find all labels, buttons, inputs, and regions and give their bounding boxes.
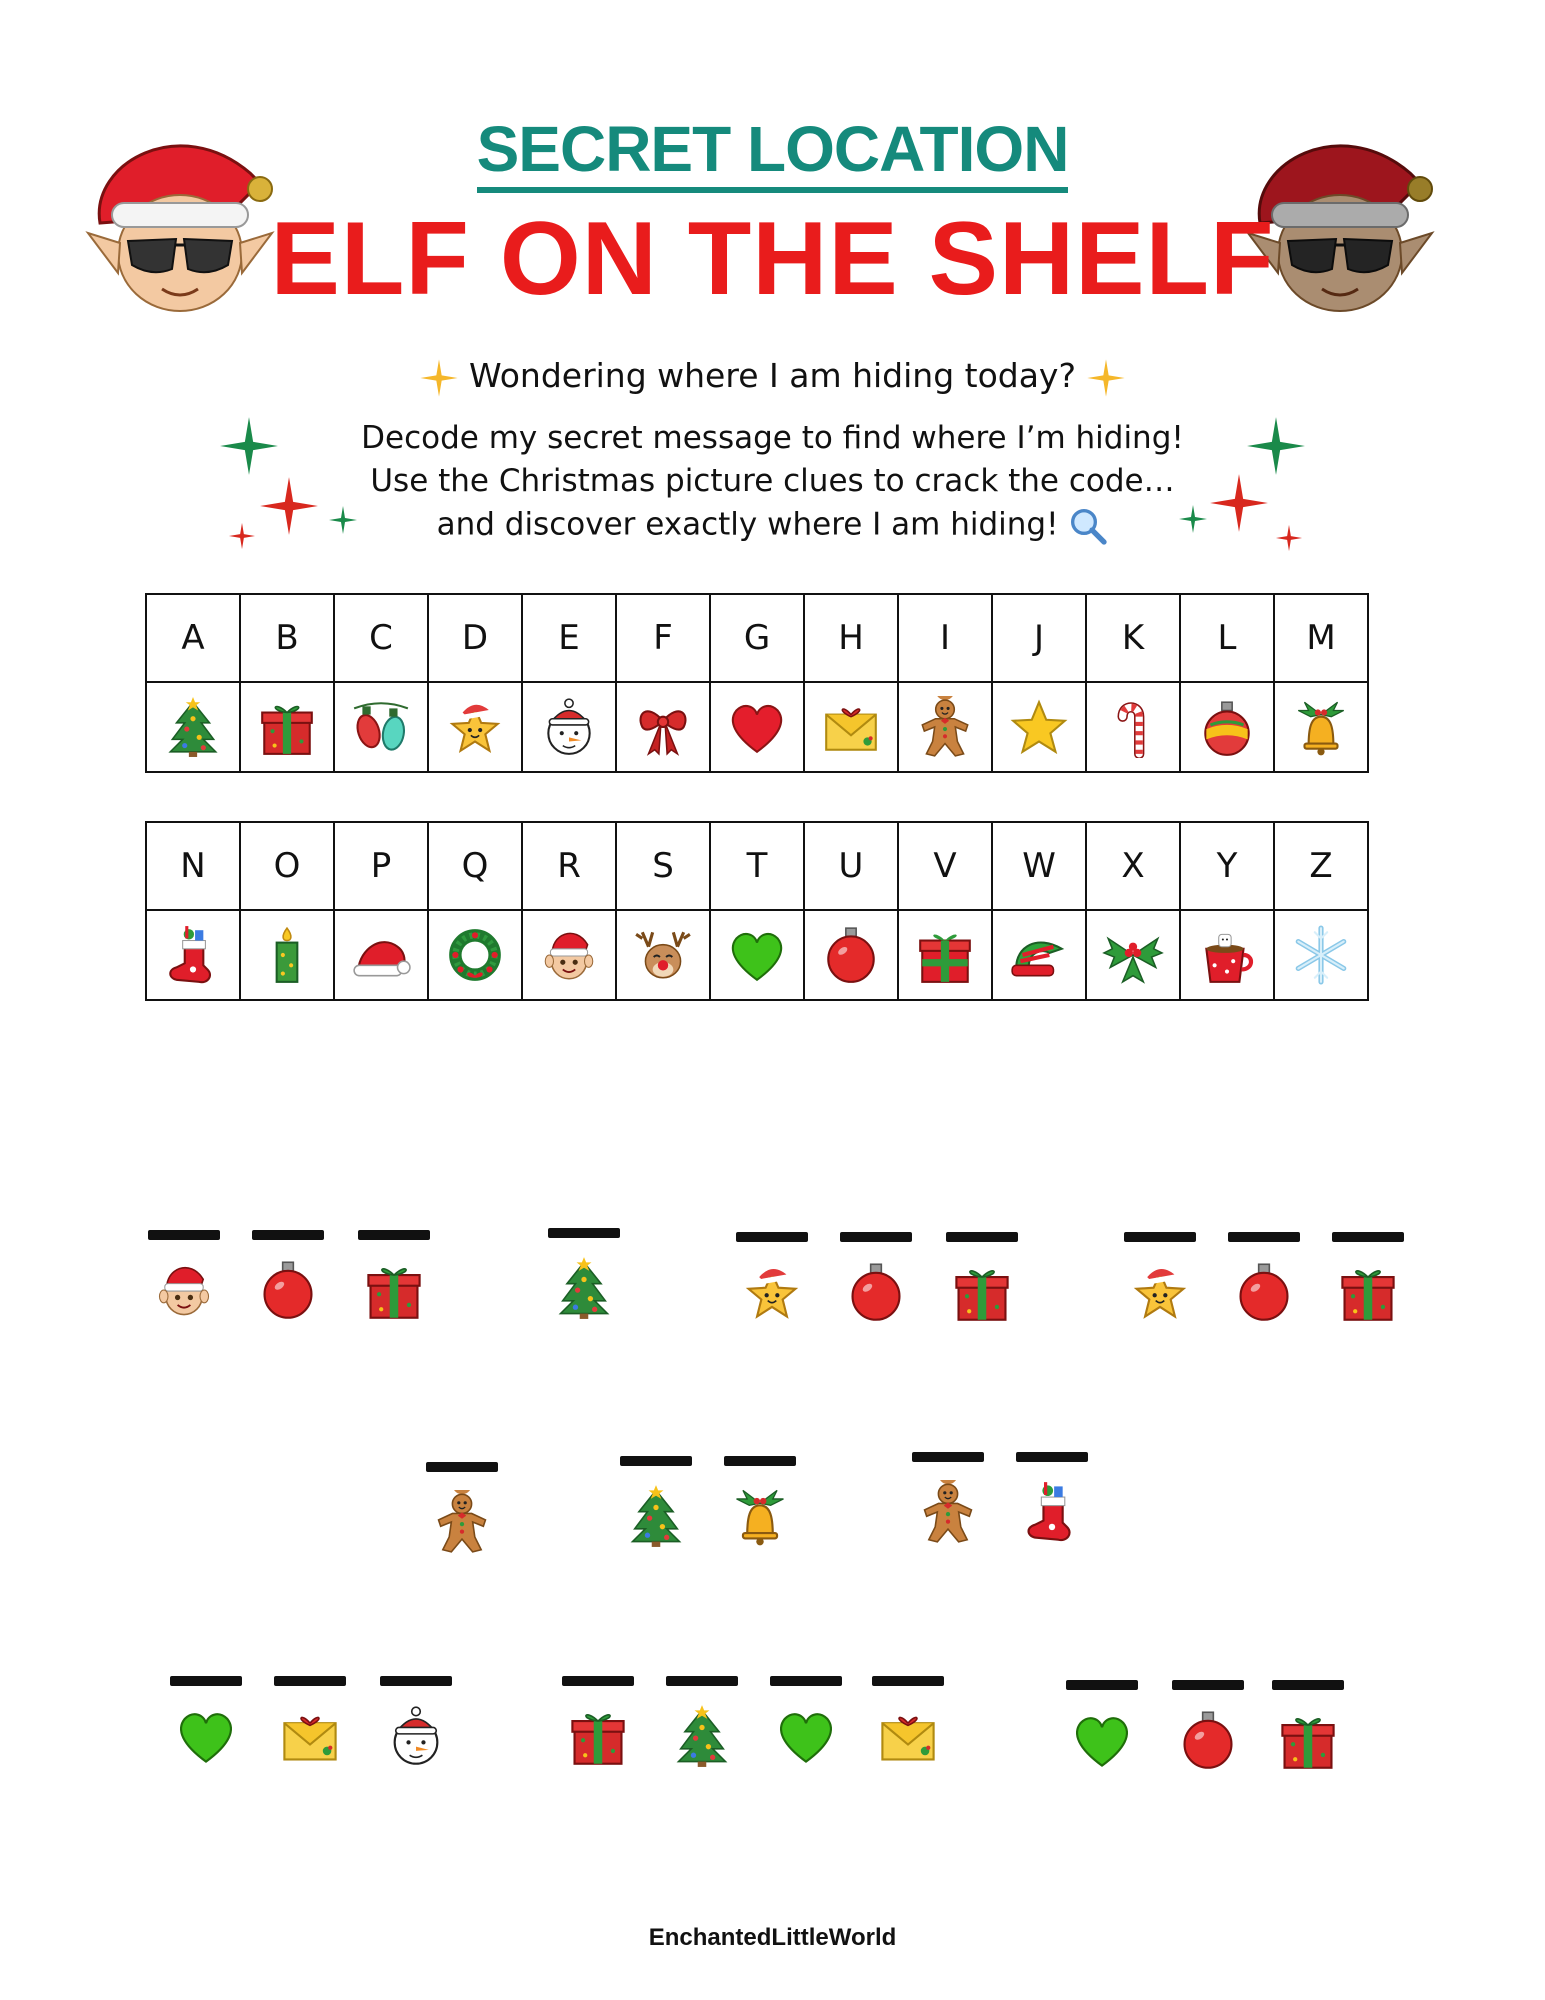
key-letter-u: U [804,822,898,910]
key-icon-cell [804,910,898,1000]
key-letter-w: W [992,822,1086,910]
key-icon-cell [334,682,428,772]
green-gift-icon [914,924,976,986]
key-letter-c: C [334,594,428,682]
envelope-icon [820,696,882,758]
snowman-icon [538,696,600,758]
tree-icon [162,696,224,758]
bell-icon [1290,696,1352,758]
cocoa-icon [1196,924,1258,986]
intro-line-1: Decode my secret message to find where I’m hiding! [361,420,1184,456]
answer-slot[interactable] [274,1676,346,1768]
sparkle-green-icon [328,505,358,535]
key-icon-cell [334,910,428,1000]
answer-slot[interactable] [724,1456,796,1548]
sparkle-red-icon [258,475,320,537]
star-icon [1008,696,1070,758]
elf-face-icon [152,1258,216,1322]
key-letter-o: O [240,822,334,910]
santa-hat-icon [350,924,412,986]
green-heart-icon [1070,1708,1134,1772]
answer-slot[interactable] [620,1456,692,1548]
key-icon-cell [616,910,710,1000]
answer-blank-line[interactable] [1066,1680,1138,1690]
sparkle-red-icon [228,522,256,550]
key-letter-f: F [616,594,710,682]
tree-icon [624,1484,688,1548]
heart-icon [726,696,788,758]
key-icon-cell [1086,910,1180,1000]
elf-face-icon [538,924,600,986]
key-letter-n: N [146,822,240,910]
key-icons-row [146,682,1368,772]
key-letter-z: Z [1274,822,1368,910]
answer-blank-line[interactable] [1016,1452,1088,1462]
key-icon-cell [522,910,616,1000]
answer-blank-line[interactable] [148,1230,220,1240]
snowman-icon [384,1704,448,1768]
gingerbread-icon [430,1490,494,1554]
tree-icon [552,1256,616,1320]
answer-blank-line[interactable] [620,1456,692,1466]
answer-blank-line[interactable] [358,1230,430,1240]
green-heart-icon [774,1704,838,1768]
intro-question-text: Wondering where I am hiding today? [469,356,1076,395]
key-letter-t: T [710,822,804,910]
key-letter-y: Y [1180,822,1274,910]
intro-question [0,356,1545,398]
answer-blank-line[interactable] [1332,1232,1404,1242]
key-icon-cell [992,682,1086,772]
answer-slot[interactable] [252,1230,324,1322]
key-letters-row [146,594,1368,682]
answer-slot[interactable] [770,1676,842,1768]
key-letter-m: M [1274,594,1368,682]
key-icon-cell [616,682,710,772]
answer-blank-line[interactable] [872,1676,944,1686]
answer-blank-line[interactable] [548,1228,620,1238]
green-heart-icon [726,924,788,986]
sparkle-green-icon [1178,504,1208,534]
answer-blank-line[interactable] [946,1232,1018,1242]
wreath-icon [444,924,506,986]
answer-blank-line[interactable] [1172,1680,1244,1690]
answer-slot[interactable] [736,1232,808,1324]
gingerbread-icon [916,1480,980,1544]
answer-blank-line[interactable] [562,1676,634,1686]
gift-icon [1276,1708,1340,1772]
answer-blank-line[interactable] [840,1232,912,1242]
answer-slot[interactable] [912,1452,984,1544]
answer-slot[interactable] [1066,1680,1138,1772]
answer-blank-line[interactable] [380,1676,452,1686]
key-icon-cell [522,682,616,772]
key-icons-row [146,910,1368,1000]
key-letter-q: Q [428,822,522,910]
answer-slot[interactable] [358,1230,430,1322]
cipher-key-a-m [145,593,1369,773]
candle-icon [256,924,318,986]
star-face-icon [444,696,506,758]
sparkle-red-icon [1208,472,1270,534]
elf-hat-icon [1008,924,1070,986]
key-icon-cell [898,682,992,772]
ornament-red-icon [844,1260,908,1324]
ornament-red-icon [820,924,882,986]
key-letter-a: A [146,594,240,682]
answer-slot[interactable] [666,1676,738,1768]
gift-icon [362,1258,426,1322]
gift-icon [1336,1260,1400,1324]
intro-line-2: Use the Christmas picture clues to crack the code… [370,463,1175,499]
answer-blank-line[interactable] [770,1676,842,1686]
answer-slot[interactable] [562,1676,634,1768]
key-letter-l: L [1180,594,1274,682]
answer-blank-line[interactable] [170,1676,242,1686]
key-icon-cell [804,682,898,772]
key-letter-g: G [710,594,804,682]
key-letter-d: D [428,594,522,682]
key-letter-s: S [616,822,710,910]
key-icon-cell [710,910,804,1000]
key-letter-p: P [334,822,428,910]
key-icon-cell [146,682,240,772]
key-letter-i: I [898,594,992,682]
answer-slot[interactable] [426,1462,498,1554]
key-letter-x: X [1086,822,1180,910]
bell-icon [728,1484,792,1548]
answer-blank-line[interactable] [736,1232,808,1242]
bow-icon [632,696,694,758]
holly-icon [1102,924,1164,986]
answer-blank-line[interactable] [426,1462,498,1472]
sparkle-red-icon [1275,524,1303,552]
page-title: ELF ON THE SHELF [270,201,1275,317]
reindeer-icon [632,924,694,986]
gift-icon [566,1704,630,1768]
sparkle-green-icon [1245,415,1307,477]
footer-brand: EnchantedLittleWorld [648,1924,897,1951]
tree-icon [670,1704,734,1768]
answer-slot[interactable] [1332,1232,1404,1324]
key-icon-cell [992,910,1086,1000]
key-letter-v: V [898,822,992,910]
ornament-red-icon [1232,1260,1296,1324]
envelope-icon [278,1704,342,1768]
star-face-icon [740,1260,804,1324]
answer-blank-line[interactable] [1272,1680,1344,1690]
lights-icon [350,696,412,758]
answer-slot[interactable] [170,1676,242,1768]
answer-blank-line[interactable] [724,1456,796,1466]
gingerbread-icon [914,696,976,758]
answer-blank-line[interactable] [274,1676,346,1686]
sparkles-icon [1086,358,1126,398]
key-letter-r: R [522,822,616,910]
sparkles-icon [419,358,459,398]
answer-slot[interactable] [872,1676,944,1768]
snowflake-icon [1290,924,1352,986]
key-icon-cell [240,910,334,1000]
key-icon-cell [1274,910,1368,1000]
answer-slot[interactable] [946,1232,1018,1324]
answer-blank-line[interactable] [1228,1232,1300,1242]
answer-slot[interactable] [1124,1232,1196,1324]
ornament-red-icon [256,1258,320,1322]
green-heart-icon [174,1704,238,1768]
key-letter-b: B [240,594,334,682]
answer-blank-line[interactable] [666,1676,738,1686]
cipher-key-n-z [145,821,1369,1001]
answer-slot[interactable] [1228,1232,1300,1324]
key-icon-cell [428,682,522,772]
answer-slot[interactable] [1272,1680,1344,1772]
key-icon-cell [1180,682,1274,772]
key-letter-h: H [804,594,898,682]
key-icon-cell [146,910,240,1000]
key-icon-cell [898,910,992,1000]
stocking-icon [1020,1480,1084,1544]
answer-blank-line[interactable] [1124,1232,1196,1242]
magnifier-icon [1068,506,1108,546]
intro-line-3-text: and discover exactly where I am hiding! [436,506,1059,543]
page-subtitle: SECRET LOCATION [0,112,1545,186]
key-letter-e: E [522,594,616,682]
answer-slot[interactable] [148,1230,220,1322]
candy-cane-icon [1102,696,1164,758]
stocking-icon [162,924,224,986]
answer-slot[interactable] [1016,1452,1088,1544]
gift-icon [256,696,318,758]
key-letters-row [146,822,1368,910]
star-face-icon [1128,1260,1192,1324]
envelope-icon [876,1704,940,1768]
key-icon-cell [1180,910,1274,1000]
gift-icon [950,1260,1014,1324]
answer-slot[interactable] [1172,1680,1244,1772]
answer-blank-line[interactable] [912,1452,984,1462]
ornament-gold-icon [1196,696,1258,758]
key-icon-cell [1086,682,1180,772]
answer-slot[interactable] [548,1228,620,1320]
answer-slot[interactable] [840,1232,912,1324]
answer-blank-line[interactable] [252,1230,324,1240]
key-icon-cell [710,682,804,772]
key-letter-k: K [1086,594,1180,682]
key-icon-cell [1274,682,1368,772]
answer-slot[interactable] [380,1676,452,1768]
key-icon-cell [428,910,522,1000]
sparkle-green-icon [218,415,280,477]
key-letter-j: J [992,594,1086,682]
ornament-red-icon [1176,1708,1240,1772]
key-icon-cell [240,682,334,772]
